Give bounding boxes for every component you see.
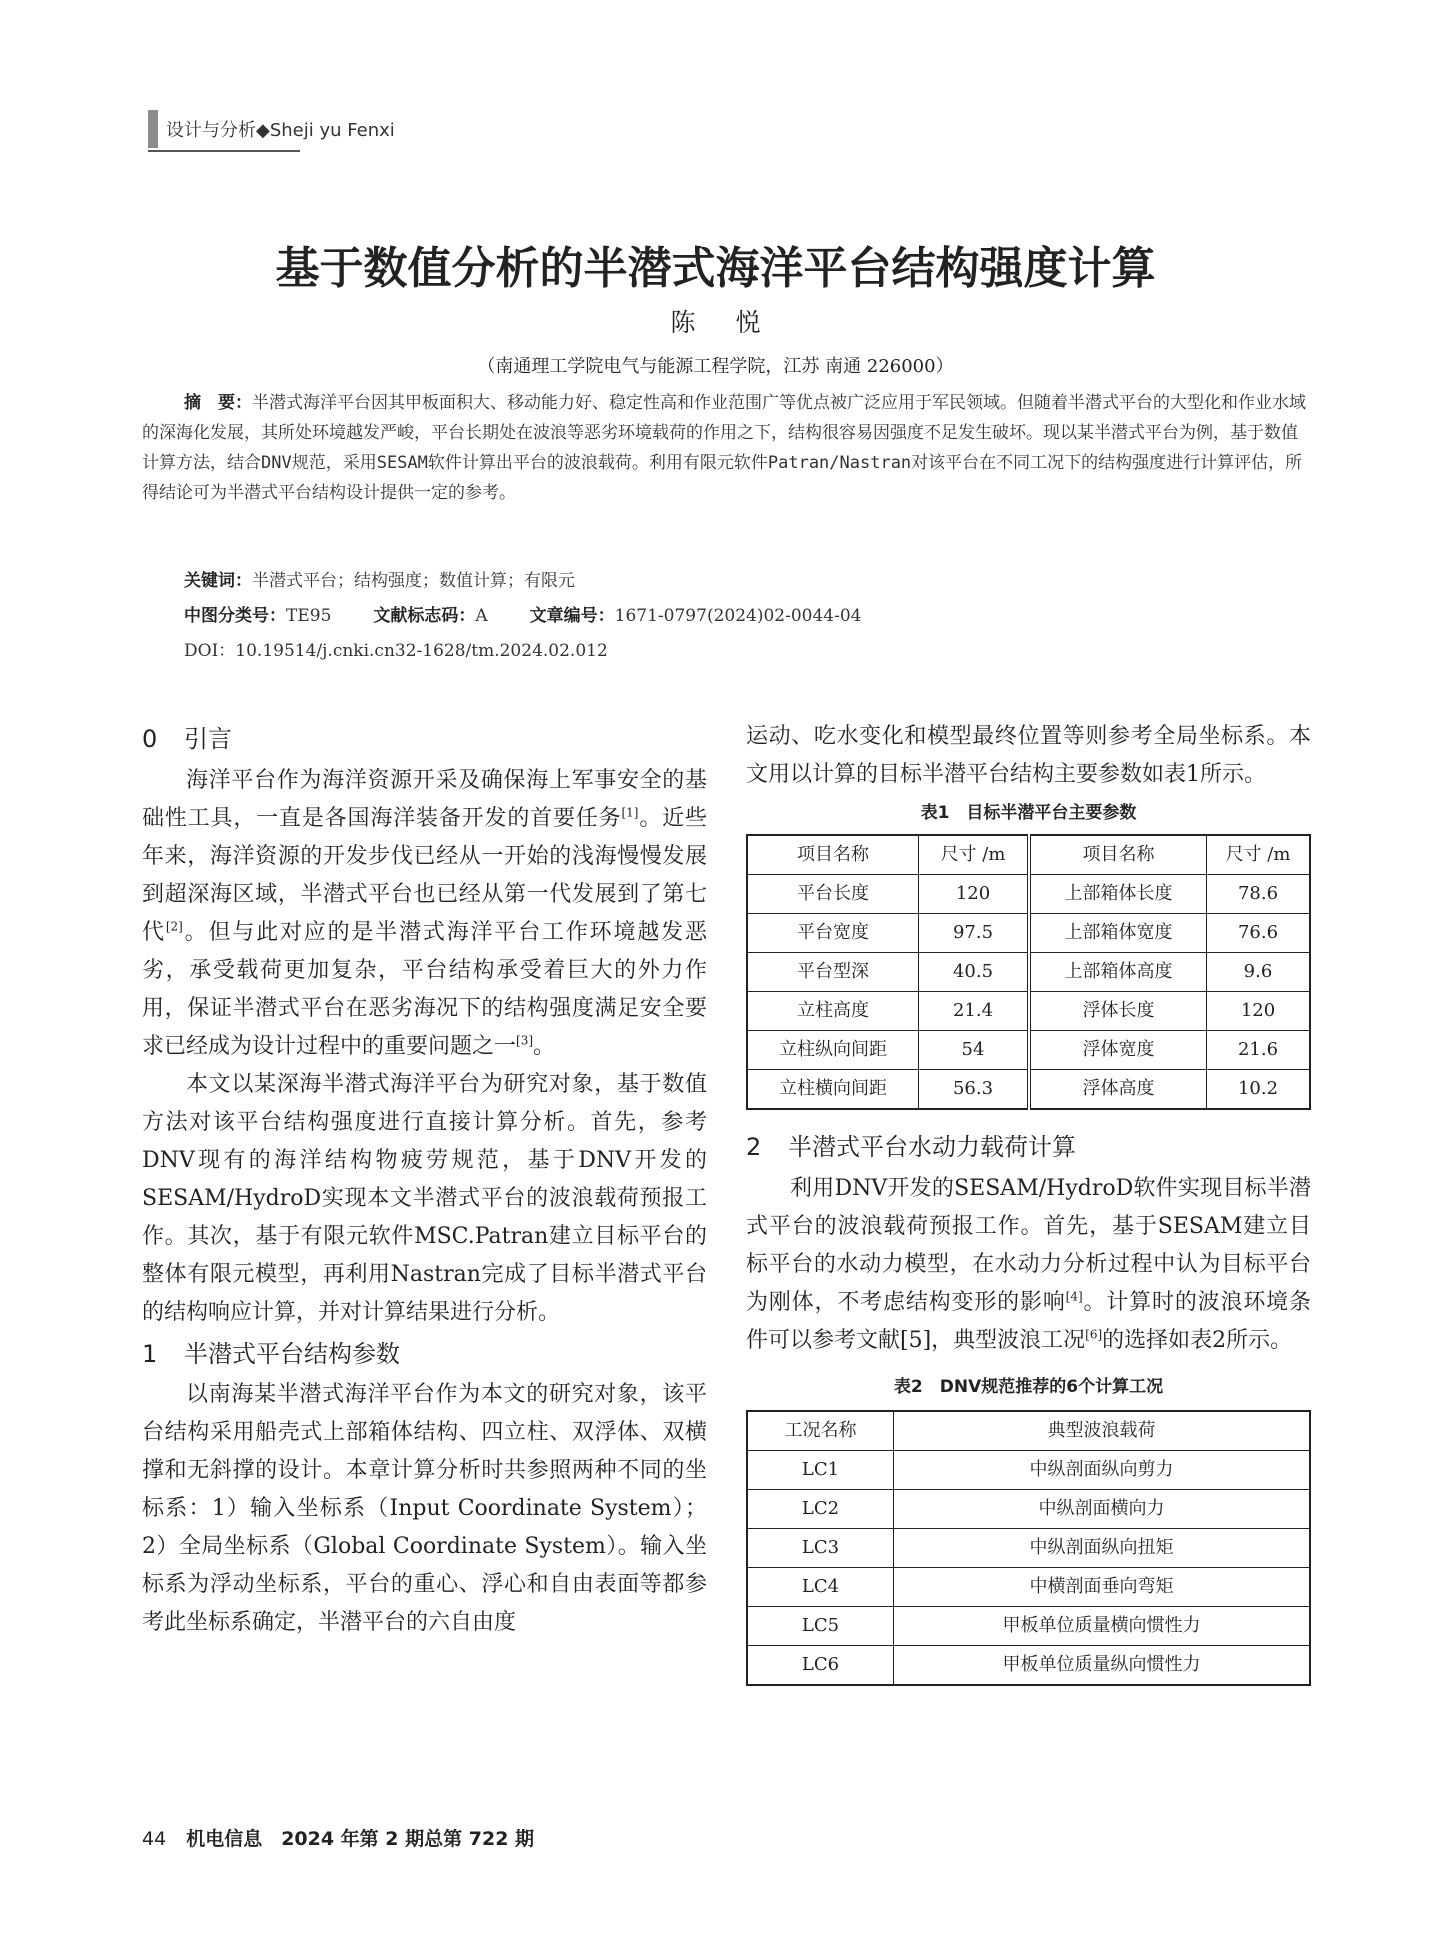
table-row bbox=[747, 953, 1310, 992]
table-row bbox=[747, 875, 1310, 914]
doi bbox=[184, 636, 608, 666]
table-header-cell: 尺寸 /m bbox=[1207, 835, 1311, 875]
table-header-cell: 典型波浪载荷 bbox=[894, 1411, 1311, 1451]
abstract-text: 半潜式海洋平台因其甲板面积大、移动能力好、稳定性高和作业范围广等优点被广泛应用于军民领域。但随着半潜式平台的大型化和作业水域的深海化发展，其所处环境越发严峻，平台长期处在波浪等恶劣环境载荷的作用之下，结构很容易因强度不足发生破坏。现以某半潜式平台为例，基于数值计算方法，结合DNV规范，采用SESAM软件计算出平台的波浪载荷。利用有限元软件Patran/Nastran对该平台在不同工况下的结构强度进行计算评估，所得结论可为半潜式平台结构设计提供一定的参考。 bbox=[142, 393, 1306, 503]
doc-code-label: 文献标志码： bbox=[373, 606, 476, 626]
table-cell: 中纵剖面纵向扭矩 bbox=[894, 1529, 1311, 1568]
table-row bbox=[747, 914, 1310, 953]
table-cell: 21.6 bbox=[1207, 1031, 1311, 1070]
table-cell: 上部箱体宽度 bbox=[1029, 914, 1207, 953]
table-row bbox=[747, 1070, 1310, 1110]
header-marker-bar bbox=[148, 110, 158, 148]
abstract bbox=[142, 388, 1312, 508]
table-cell: 97.5 bbox=[919, 914, 1030, 953]
section-number: 2 bbox=[746, 1133, 762, 1161]
paragraph-intro-1: 海洋平台作为海洋资源开采及确保海上军事安全的基础性工具，一直是各国海洋装备开发的首要任务[1]。近些年来，海洋资源的开发步伐已经从一开始的浅海慢慢发展到超深海区域，半潜式平台也已经从第一代发展到了第七代[2]。但与此对应的是半潜式海洋平台工作环境越发恶劣，承受载荷更加复杂，平台结构承受着巨大的外力作用，保证半潜式平台在恶劣海况下的结构强度满足安全要求已经成为设计过程中的重要问题之一[3]。 bbox=[142, 768, 707, 1059]
keywords bbox=[184, 566, 575, 596]
left-column bbox=[142, 720, 707, 1642]
table-cell: 浮体宽度 bbox=[1029, 1031, 1207, 1070]
table-cell: 甲板单位质量纵向惯性力 bbox=[894, 1646, 1311, 1686]
keywords-text: 半潜式平台；结构强度；数值计算；有限元 bbox=[252, 571, 575, 591]
clc-label: 中图分类号： bbox=[184, 606, 286, 626]
doi-value: 10.19514/j.cnki.cn32-1628/tm.2024.02.012 bbox=[235, 641, 608, 661]
table-cell: 54 bbox=[919, 1031, 1030, 1070]
table-row bbox=[747, 1031, 1310, 1070]
table-cell: 平台长度 bbox=[747, 875, 919, 914]
table-row bbox=[747, 992, 1310, 1031]
section-number: 0 bbox=[142, 725, 158, 753]
table-cell: LC2 bbox=[747, 1490, 894, 1529]
table-cell: 浮体长度 bbox=[1029, 992, 1207, 1031]
table-header-row bbox=[747, 1411, 1310, 1451]
table-cell: 120 bbox=[919, 875, 1030, 914]
section-heading-0 bbox=[142, 720, 707, 758]
table-cell: LC6 bbox=[747, 1646, 894, 1686]
doc-code-value: A bbox=[475, 606, 488, 626]
table-cell: 甲板单位质量横向惯性力 bbox=[894, 1607, 1311, 1646]
citation: [2] bbox=[165, 919, 183, 934]
classification-row bbox=[184, 601, 862, 631]
table-cell: 上部箱体高度 bbox=[1029, 953, 1207, 992]
table-cell: 76.6 bbox=[1207, 914, 1311, 953]
table-header-row bbox=[747, 835, 1310, 875]
paragraph-intro-2: 本文以某深海半潜式海洋平台为研究对象，基于数值方法对该平台结构强度进行直接计算分析。首先，参考DNV现有的海洋结构物疲劳规范，基于DNV开发的SESAM/HydroD实现本文半潜式平台的波浪载荷预报工作。其次，基于有限元软件MSC.Patran建立目标平台的整体有限元模型，再利用Nastran完成了目标半潜式平台的结构响应计算，并对计算结果进行分析。 bbox=[142, 1072, 707, 1325]
table-cell: LC1 bbox=[747, 1451, 894, 1490]
paragraph-continued: 运动、吃水变化和模型最终位置等则参考全局坐标系。本文用以计算的目标半潜平台结构主要参数如表1所示。 bbox=[746, 724, 1311, 787]
section-number: 1 bbox=[142, 1340, 158, 1368]
citation: [4] bbox=[1065, 1289, 1083, 1304]
keywords-label: 关键词： bbox=[184, 571, 252, 591]
citation: [3] bbox=[516, 1033, 534, 1048]
table-header-cell: 尺寸 /m bbox=[919, 835, 1030, 875]
section-title: 半潜式平台水动力载荷计算 bbox=[788, 1133, 1076, 1161]
table-cell: 78.6 bbox=[1207, 875, 1311, 914]
table-cell: 40.5 bbox=[919, 953, 1030, 992]
paragraph-structure-params: 以南海某半潜式海洋平台作为本文的研究对象，该平台结构采用船壳式上部箱体结构、四立柱、双浮体、双横撑和无斜撑的设计。本章计算分析时共参照两种不同的坐标系：1）输入坐标系（Input Coordinate System）；2）全局坐标系（Global Coordinate System）。输入坐标系为浮动坐标系，平台的重心、浮心和自由表面等都参考此坐标系确定，半潜平台的六自由度 bbox=[142, 1382, 707, 1635]
table-cell: 立柱高度 bbox=[747, 992, 919, 1031]
table-row bbox=[747, 1646, 1310, 1686]
page-footer bbox=[142, 1824, 534, 1851]
table-cell: 中纵剖面横向力 bbox=[894, 1490, 1311, 1529]
table1-caption: 表1 目标半潜平台主要参数 bbox=[920, 803, 1137, 823]
table1 bbox=[746, 834, 1311, 1110]
table-header-cell: 工况名称 bbox=[747, 1411, 894, 1451]
citation: [1] bbox=[621, 805, 639, 820]
header-section-label: 设计与分析◆Sheji yu Fenxi bbox=[166, 120, 395, 141]
table-row bbox=[747, 1529, 1310, 1568]
table-header-cell: 项目名称 bbox=[1029, 835, 1207, 875]
table-cell: 10.2 bbox=[1207, 1070, 1311, 1110]
table-cell: 平台型深 bbox=[747, 953, 919, 992]
paper-title: 基于数值分析的半潜式海洋平台结构强度计算 bbox=[275, 243, 1156, 294]
section-heading-1 bbox=[142, 1335, 707, 1373]
header-underline bbox=[148, 150, 300, 152]
abstract-label: 摘 要： bbox=[184, 393, 252, 413]
table-cell: LC3 bbox=[747, 1529, 894, 1568]
affiliation: （南通理工学院电气与能源工程学院，江苏 南通 226000） bbox=[477, 356, 954, 377]
table-cell: 立柱纵向间距 bbox=[747, 1031, 919, 1070]
page-number: 44 bbox=[142, 1828, 167, 1850]
table2 bbox=[746, 1410, 1311, 1686]
journal-issue: 机电信息 2024 年第 2 期总第 722 期 bbox=[186, 1828, 535, 1850]
table-cell: 平台宽度 bbox=[747, 914, 919, 953]
section-title: 半潜式平台结构参数 bbox=[184, 1340, 400, 1368]
running-header bbox=[148, 110, 395, 152]
author: 陈悦 bbox=[670, 308, 801, 337]
table-cell: 浮体高度 bbox=[1029, 1070, 1207, 1110]
table-cell: 中横剖面垂向弯矩 bbox=[894, 1568, 1311, 1607]
table-cell: LC4 bbox=[747, 1568, 894, 1607]
table-cell: 120 bbox=[1207, 992, 1311, 1031]
section-title: 引言 bbox=[184, 725, 232, 753]
section-heading-2 bbox=[746, 1128, 1311, 1166]
article-number-value: 1671-0797(2024)02-0044-04 bbox=[614, 606, 862, 626]
table-cell: 9.6 bbox=[1207, 953, 1311, 992]
table-cell: 上部箱体长度 bbox=[1029, 875, 1207, 914]
table-row bbox=[747, 1568, 1310, 1607]
right-column bbox=[746, 718, 1311, 1686]
table2-caption: 表2 DNV规范推荐的6个计算工况 bbox=[893, 1377, 1164, 1397]
table-row bbox=[747, 1490, 1310, 1529]
doi-label: DOI： bbox=[184, 641, 236, 661]
clc-value: TE95 bbox=[286, 606, 332, 626]
table-cell: LC5 bbox=[747, 1607, 894, 1646]
table-cell: 21.4 bbox=[919, 992, 1030, 1031]
table-cell: 56.3 bbox=[919, 1070, 1030, 1110]
citation: [6] bbox=[1085, 1327, 1103, 1342]
table-row bbox=[747, 1451, 1310, 1490]
paragraph-hydrodynamics: 利用DNV开发的SESAM/HydroD软件实现目标半潜式平台的波浪载荷预报工作。首先，基于SESAM建立目标平台的水动力模型，在水动力分析过程中认为目标平台为刚体，不考虑结构变形的影响[4]。计算时的波浪环境条件可以参考文献[5]，典型波浪工况[6]的选择如表2所示。 bbox=[746, 1176, 1311, 1353]
table-cell: 立柱横向间距 bbox=[747, 1070, 919, 1110]
article-number-label: 文章编号： bbox=[529, 606, 615, 626]
table-cell: 中纵剖面纵向剪力 bbox=[894, 1451, 1311, 1490]
table-row bbox=[747, 1607, 1310, 1646]
table-header-cell: 项目名称 bbox=[747, 835, 919, 875]
